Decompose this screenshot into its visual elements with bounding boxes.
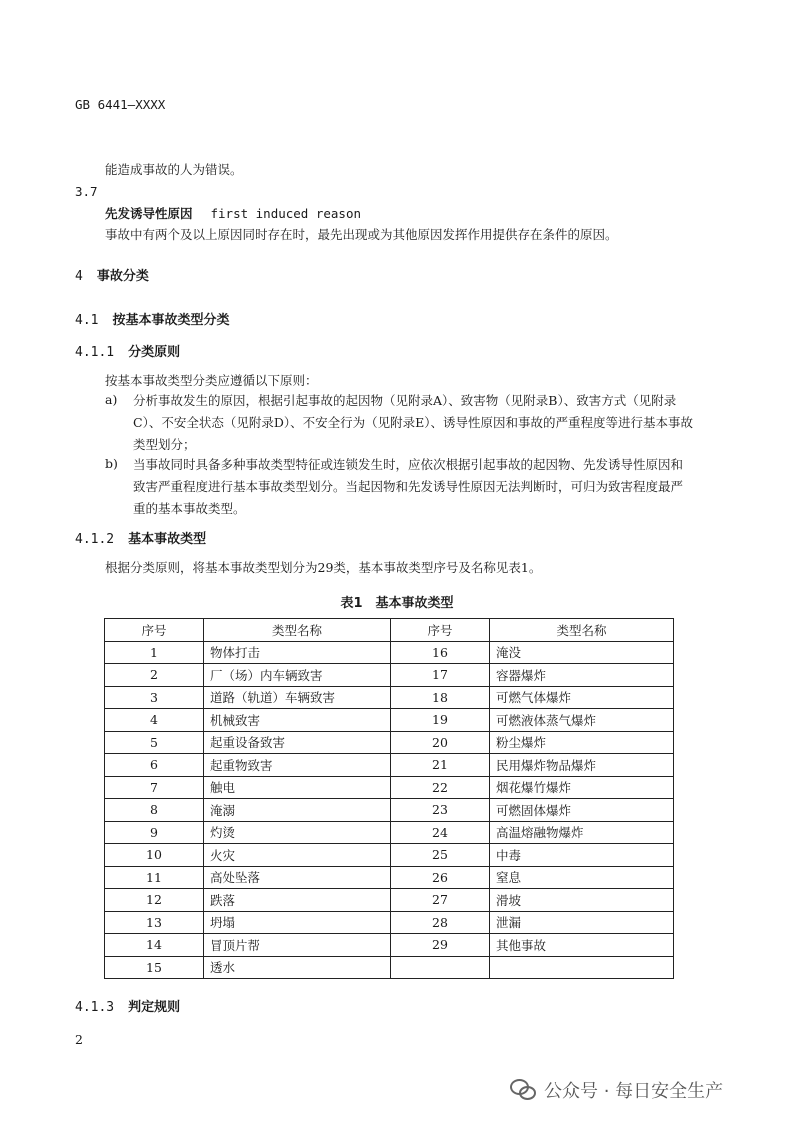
item-a-letter: a): [105, 392, 118, 407]
item-b-letter: b): [105, 456, 118, 471]
name-cell: 起重设备致害: [204, 731, 391, 754]
section-4-1-2-text: 根据分类原则，将基本事故类型划分为29类，基本事故类型序号及名称见表1。: [105, 560, 542, 575]
number-cell: 17: [391, 664, 490, 687]
number-cell: 4: [105, 709, 204, 732]
table-row: [105, 889, 674, 912]
watermark-text: 公众号 · 每日安全生产: [544, 1081, 724, 1102]
number-cell: 9: [105, 821, 204, 844]
name-cell: 可燃固体爆炸: [490, 799, 674, 822]
section-number: 4.1.2: [75, 532, 115, 547]
number-cell: 20: [391, 731, 490, 754]
name-cell: 中毒: [490, 844, 674, 867]
table-row: [105, 641, 674, 664]
name-cell: 可燃气体爆炸: [490, 686, 674, 709]
name-cell: 高温熔融物爆炸: [490, 821, 674, 844]
table-caption: 表1 基本事故类型: [340, 596, 454, 611]
name-cell: 物体打击: [204, 641, 391, 664]
table-row: [105, 866, 674, 889]
name-cell: 火灾: [204, 844, 391, 867]
number-cell: 2: [105, 664, 204, 687]
number-cell: 25: [391, 844, 490, 867]
number-cell: 10: [105, 844, 204, 867]
number-cell: 1: [105, 641, 204, 664]
number-cell: 19: [391, 709, 490, 732]
table-row: [105, 956, 674, 979]
name-cell: 烟花爆竹爆炸: [490, 776, 674, 799]
name-cell: 灼烫: [204, 821, 391, 844]
table-row: [105, 664, 674, 687]
term-cn: 先发诱导性原因: [105, 206, 193, 221]
number-cell: 7: [105, 776, 204, 799]
page-number: 2: [75, 1032, 83, 1047]
term-en: first induced reason: [210, 206, 362, 221]
watermark: [510, 1077, 723, 1103]
name-cell: 民用爆炸物品爆炸: [490, 754, 674, 777]
name-cell: 高处坠落: [204, 866, 391, 889]
name-cell: [490, 956, 674, 979]
number-cell: 5: [105, 731, 204, 754]
number-cell: 11: [105, 866, 204, 889]
name-cell: 可燃液体蒸气爆炸: [490, 709, 674, 732]
name-cell: 滑坡: [490, 889, 674, 912]
wechat-icon: [510, 1079, 536, 1101]
name-cell: 淹没: [490, 641, 674, 664]
section-number: 4.1: [75, 313, 99, 328]
section-title: 判定规则: [128, 1000, 181, 1015]
standard-code: GB 6441—XXXX: [75, 97, 166, 112]
principle-intro: 按基本事故类型分类应遵循以下原则：: [105, 373, 318, 388]
name-cell: 厂（场）内车辆致害: [204, 664, 391, 687]
table-row: [105, 821, 674, 844]
name-cell: 泄漏: [490, 911, 674, 934]
number-cell: 13: [105, 911, 204, 934]
name-cell: 容器爆炸: [490, 664, 674, 687]
term-definition: 事故中有两个及以上原因同时存在时，最先出现或为其他原因发挥作用提供存在条件的原因。: [105, 227, 618, 242]
name-cell: 机械致害: [204, 709, 391, 732]
term-number: 3.7: [75, 184, 98, 199]
section-number: 4.1.3: [75, 1000, 115, 1015]
table-row: [105, 686, 674, 709]
number-cell: 18: [391, 686, 490, 709]
name-cell: 坍塌: [204, 911, 391, 934]
header-cell: 序号: [391, 619, 490, 642]
name-cell: 跌落: [204, 889, 391, 912]
name-cell: 起重物致害: [204, 754, 391, 777]
item-a-text: 分析事故发生的原因，根据引起事故的起因物（见附录A）、致害物（见附录B）、致害方式（见附录C）、不安全状态（见附录D）、不安全行为（见附录E）、诱导性原因和事故的严重程度等进行基本事故类型划分；: [133, 393, 693, 452]
section-4-1-1-heading: [75, 341, 180, 360]
name-cell: 其他事故: [490, 934, 674, 957]
number-cell: 24: [391, 821, 490, 844]
number-cell: 14: [105, 934, 204, 957]
section-title: 分类原则: [128, 345, 181, 360]
number-cell: 26: [391, 866, 490, 889]
number-cell: 21: [391, 754, 490, 777]
table-row: [105, 776, 674, 799]
number-cell: 15: [105, 956, 204, 979]
section-4-heading: [75, 265, 149, 284]
section-4-1-heading: [75, 309, 230, 328]
number-cell: [391, 956, 490, 979]
number-cell: 29: [391, 934, 490, 957]
header-cell: 类型名称: [204, 619, 391, 642]
number-cell: 8: [105, 799, 204, 822]
section-title: 事故分类: [96, 269, 149, 284]
header-cell: 类型名称: [490, 619, 674, 642]
item-b-text: 当事故同时具备多种事故类型特征或连锁发生时，应依次根据引起事故的起因物、先发诱导性原因和致害严重程度进行基本事故类型划分。当起因物和先发诱导性原因无法判断时，可归为致害程度最严重的基本事故类型。: [133, 457, 684, 516]
section-title: 按基本事故类型分类: [112, 313, 230, 328]
name-cell: 淹溺: [204, 799, 391, 822]
continuation-line: 能造成事故的人为错误。: [105, 162, 243, 177]
table-row: [105, 754, 674, 777]
number-cell: 6: [105, 754, 204, 777]
number-cell: 23: [391, 799, 490, 822]
table-row: [105, 731, 674, 754]
name-cell: 道路（轨道）车辆致害: [204, 686, 391, 709]
table-row: [105, 844, 674, 867]
section-4-1-3-heading: [75, 996, 180, 1015]
table-row: [105, 709, 674, 732]
number-cell: 28: [391, 911, 490, 934]
table-row: [105, 911, 674, 934]
table-header-row: [105, 619, 674, 642]
term-title: [105, 204, 361, 224]
name-cell: 冒顶片帮: [204, 934, 391, 957]
section-title: 基本事故类型: [128, 532, 207, 547]
section-number: 4: [75, 269, 83, 284]
table-row: [105, 934, 674, 957]
table-row: [105, 799, 674, 822]
name-cell: 粉尘爆炸: [490, 731, 674, 754]
number-cell: 16: [391, 641, 490, 664]
number-cell: 27: [391, 889, 490, 912]
section-4-1-2-heading: [75, 528, 206, 547]
name-cell: 窒息: [490, 866, 674, 889]
name-cell: 触电: [204, 776, 391, 799]
accident-type-table: [104, 618, 674, 979]
number-cell: 12: [105, 889, 204, 912]
header-cell: 序号: [105, 619, 204, 642]
section-number: 4.1.1: [75, 345, 115, 360]
name-cell: 透水: [204, 956, 391, 979]
number-cell: 22: [391, 776, 490, 799]
number-cell: 3: [105, 686, 204, 709]
